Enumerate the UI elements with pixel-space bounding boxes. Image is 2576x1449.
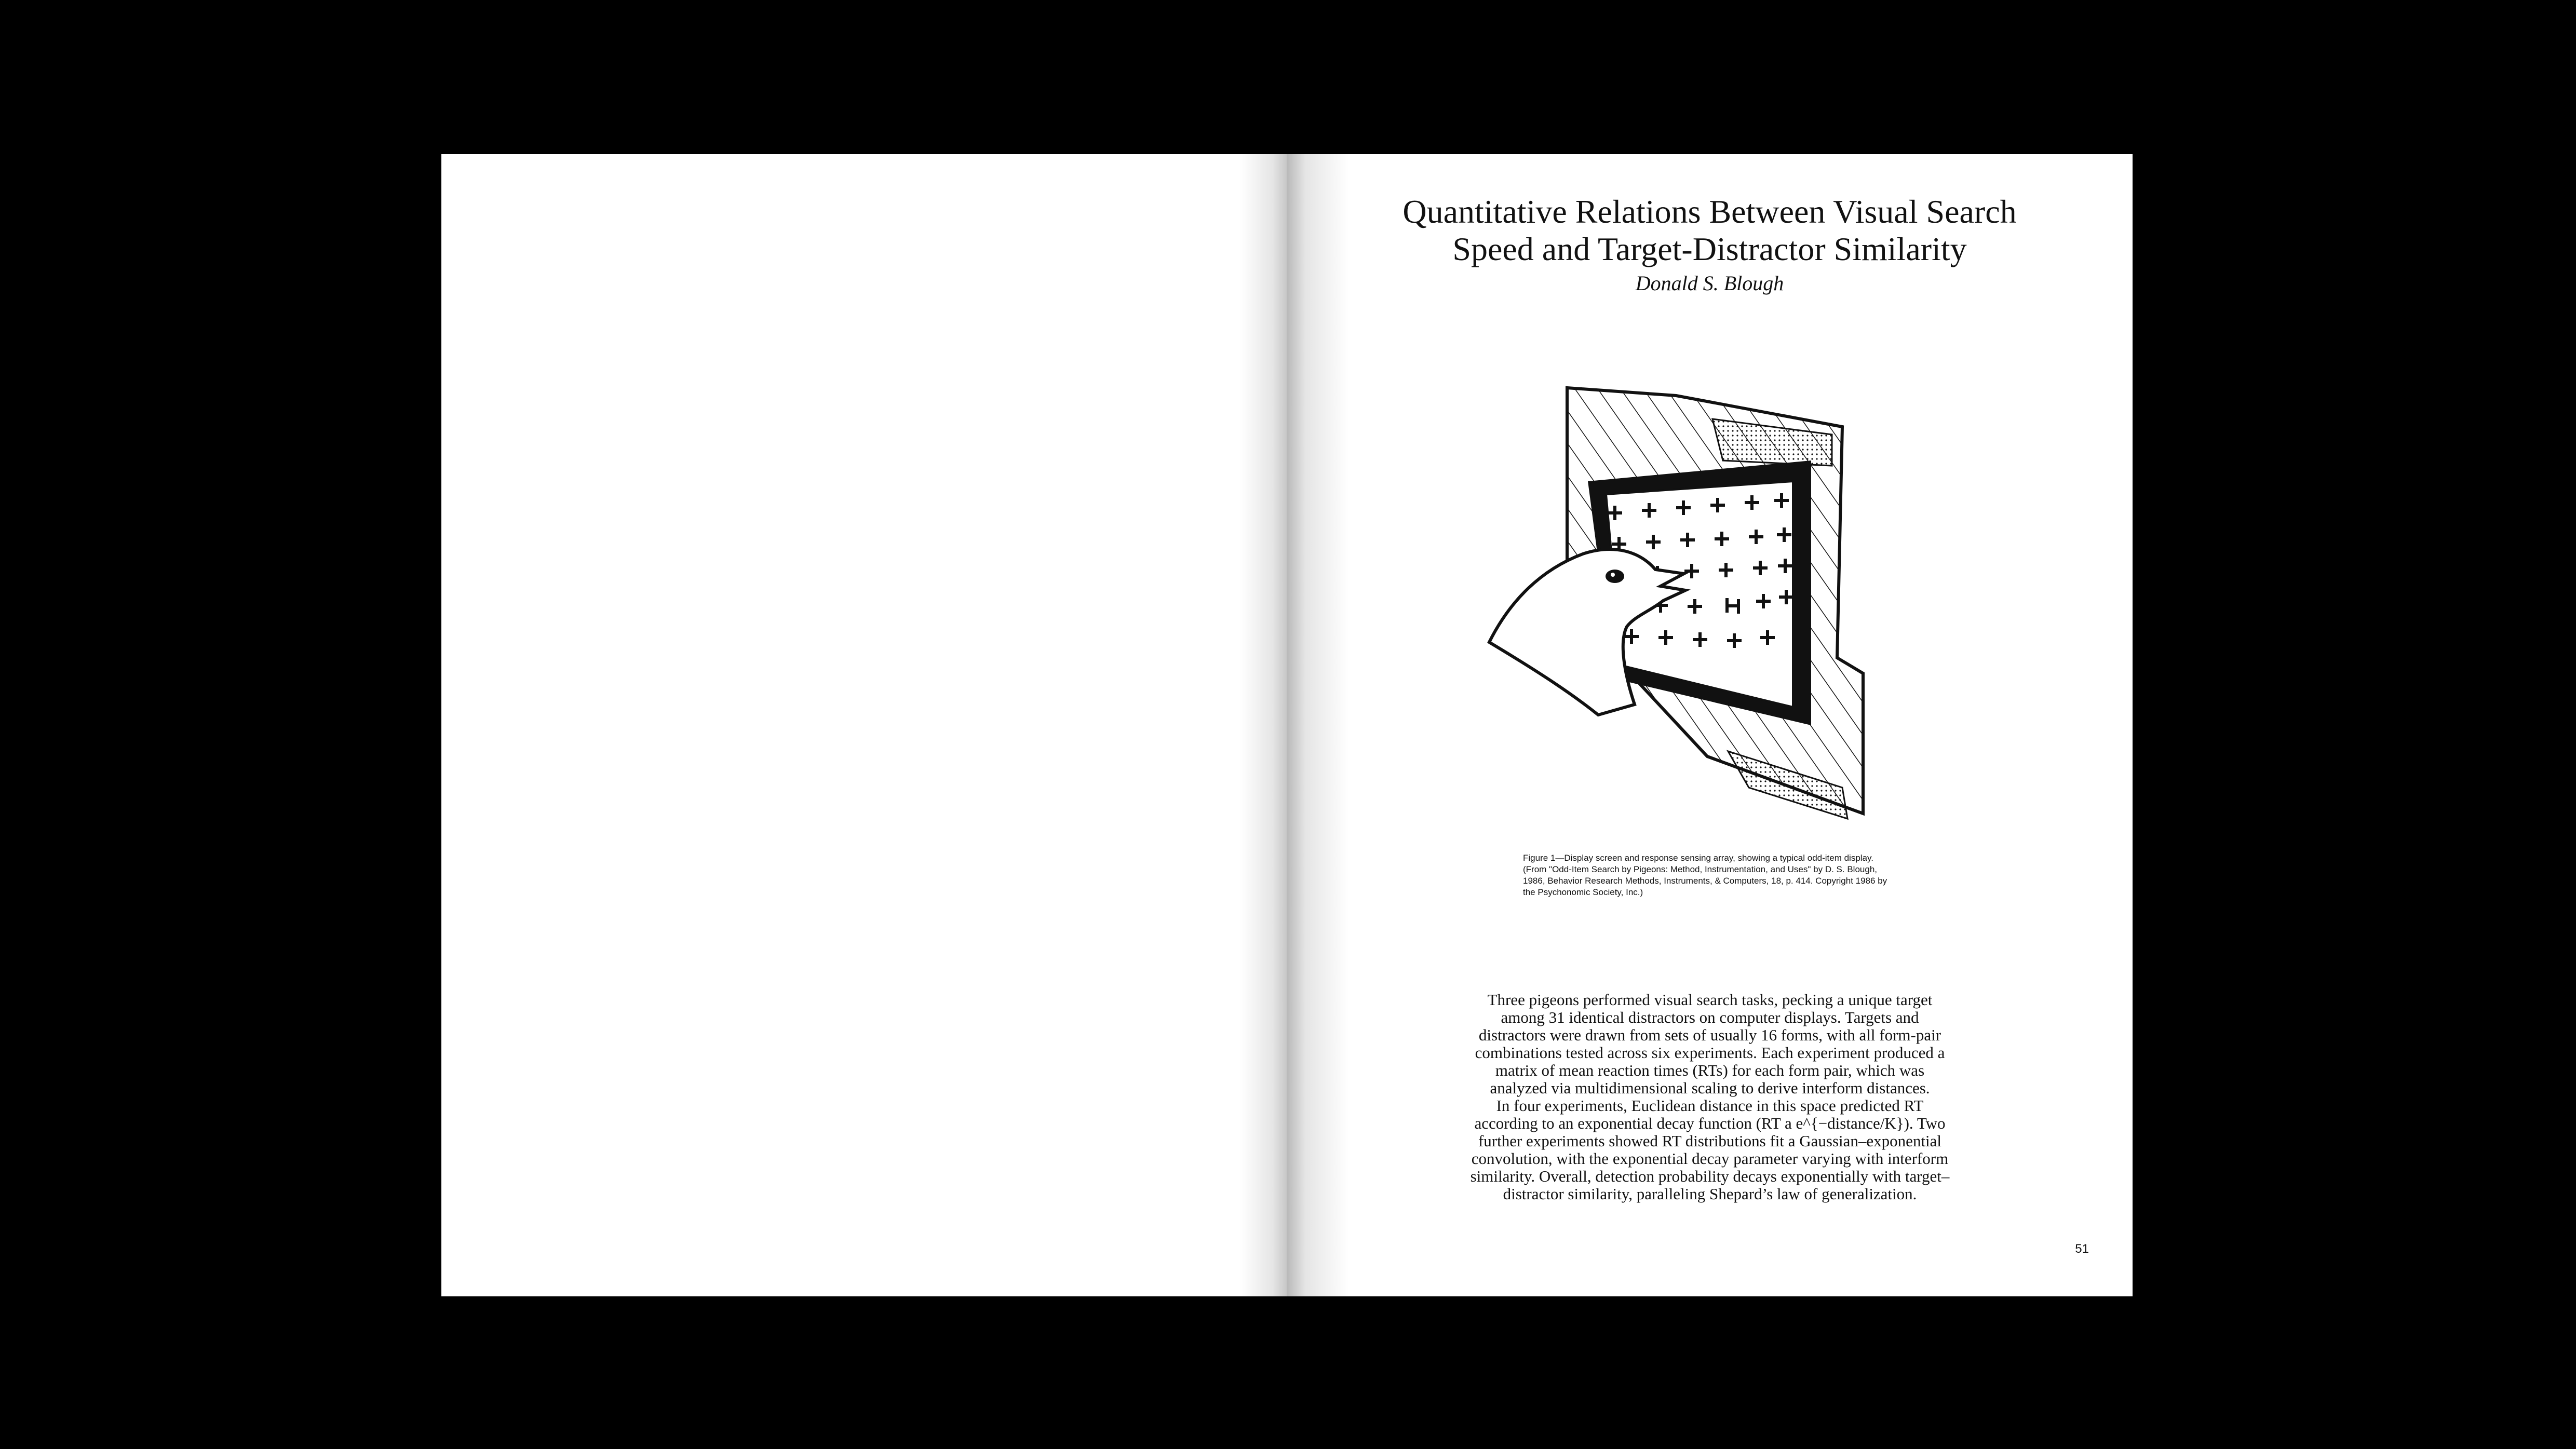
right-page <box>1287 154 2133 1296</box>
pigeon-display-icon <box>1479 383 1910 839</box>
title-line-1: Quantitative Relations Between Visual Search <box>1402 193 2017 230</box>
book-spread <box>441 154 2133 1296</box>
abstract-paragraph-2: In four experiments, Euclidean distance in this space predicted RT according to an exponential decay function (RT a e^{−distance/K}). Two further experiments showed RT distributions fit a Gaussian–exponential convolution, with the exponential decay parameter varying with interform similarity. Overall, detection probability decays exponentially with target–distractor similarity, paralleling Shepard’s law of generalization. <box>1470 1096 1950 1203</box>
figure-caption: Figure 1—Display screen and response sensing array, showing a typical odd-item display. (From "Odd-Item Search by Pigeons: Method, Instrumentation, and Uses" by D. S. Blough, 1986, Behavior Research Methods, Instruments, & Computers, 18, p. 414. Copyright 1986 by the Psychonomic Society, Inc.) <box>1523 853 1887 897</box>
article-title <box>1287 193 2133 268</box>
title-line-2: Speed and Target-Distractor Similarity <box>1452 231 1967 267</box>
abstract-paragraph-1: Three pigeons performed visual search tasks, pecking a unique target among 31 identical distractors on computer displays. Targets and distractors were drawn from sets of usually 16 forms, with all form-pair combinations tested across six experiments. Each experiment produced a matrix of mean reaction times (RTs) for each form pair, which was analyzed via multidimensional scaling to derive interform distances. <box>1475 991 1945 1097</box>
left-page <box>441 154 1287 1296</box>
author-name: Donald S. Blough <box>1635 272 1784 295</box>
abstract <box>1468 991 1951 1203</box>
figure-illustration <box>1479 383 1910 839</box>
gutter-shadow-left <box>1240 154 1287 1296</box>
gutter-shadow-right <box>1287 154 1349 1296</box>
page-number: 51 <box>2075 1242 2089 1256</box>
